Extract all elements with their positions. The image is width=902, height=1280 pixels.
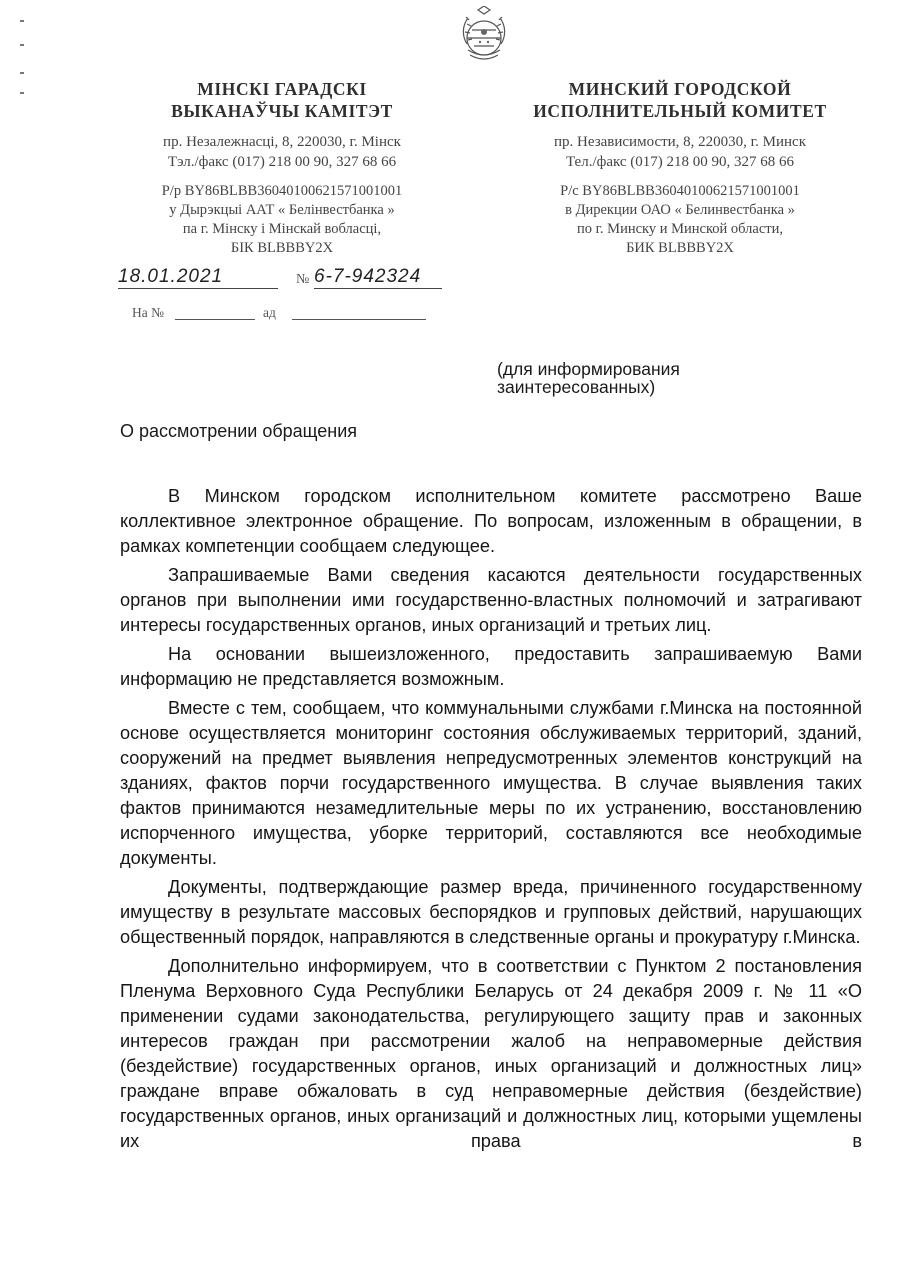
bic-by: БІК BLBBBY2X [230,240,334,256]
reference-on-label: На № [132,305,164,320]
paragraph: Дополнительно информируем, что в соответствии с Пунктом 2 постановления Пленума Верховного Суда Республики Беларусь от 24 декабря 2009 г. № 11 «О применении судами законодательства, регулирующего защиту прав и законных интересов граждан при рассмотрении жалоб на неправомерные действия (бездействие) государственных органов, иных организаций и должностных лиц» граждане вправе обжаловать в суд неправомерные действия (бездействие) государственных органов, иных организаций и должностных лиц, которыми ущемлены их права в [120,956,862,1151]
reference-from-label: ад [263,305,276,320]
bank-line1-ru: в Дирекции ОАО « Белинвестбанка » [565,202,795,218]
registration-number-label: № [296,272,310,287]
letterhead-russian [500,78,860,258]
registration-number: 6-7-942324 [314,266,442,289]
address-by: пр. Незалежнасці, 8, 220030, г. Мінск [163,134,401,150]
account-by: Р/р BY86BLBB36040100621571001001 [161,183,403,199]
paragraph: Запрашиваемые Вами сведения касаются деятельности государственных органов при выполнении ими государственно-властных полномочий и затрагивают интересы государственных органов, иных организаций и третьих лиц. [120,565,862,635]
registration-date: 18.01.2021 [118,266,278,289]
state-emblem-icon [452,6,516,68]
org-name-line2-by: ВЫКАНАЎЧЫ КАМІТЭТ [171,101,393,121]
paragraph: В Минском городском исполнительном комитете рассмотрено Ваше коллективное электронное обращение. По вопросам, изложенным в обращении, в рамках компетенции сообщаем следующее. [120,486,862,556]
org-name-line1-ru: МИНСКИЙ ГОРОДСКОЙ [568,79,792,99]
account-ru: Р/с BY86BLBB36040100621571001001 [560,183,800,199]
bank-line2-ru: по г. Минску и Минской области, [576,221,784,237]
org-name-line1-by: МІНСКІ ГАРАДСКІ [197,79,367,99]
letter-body [120,484,862,1158]
letterhead-belarusian [102,78,462,258]
org-name-line2-ru: ИСПОЛНИТЕЛЬНЫЙ КОМИТЕТ [533,101,827,121]
bank-line2-by: па г. Мінску і Мінскай вобласці, [182,221,382,237]
paragraph: На основании вышеизложенного, предоставить запрашиваемую Вами информацию не представляется возможным. [120,644,862,689]
reference-number-blank [175,318,255,320]
address-ru: пр. Независимости, 8, 220030, г. Минск [554,134,806,150]
recipient: (для информирования заинтересованных) [497,359,680,397]
paragraph: Документы, подтверждающие размер вреда, причиненного государственному имуществу в результате массовых беспорядков и групповых действий, нарушающих общественный порядок, направляются в следственные органы и прокуратуру г.Минска. [120,877,862,947]
bank-line1-by: у Дырэкцыі ААТ « Белінвестбанка » [169,202,395,218]
bic-ru: БИК BLBBBY2X [626,240,734,256]
reference-date-blank [292,318,426,320]
paragraph: Вместе с тем, сообщаем, что коммунальными службами г.Минска на постоянной основе осуществляется мониторинг состояния обслуживаемых территорий, зданий, сооружений на предмет выявления непредусмотренных элементов конструкций на зданиях, фактов порчи государственного имущества. В случае выявления таких фактов принимаются незамедлительные меры по их устранению, восстановлению испорченного имущества, уборке территорий, составляются все необходимые документы. [120,698,862,868]
subject: О рассмотрении обращения [120,421,358,441]
phone-by: Тэл./факс (017) 218 00 90, 327 68 66 [167,154,397,170]
phone-ru: Тел./факс (017) 218 00 90, 327 68 66 [565,154,795,170]
